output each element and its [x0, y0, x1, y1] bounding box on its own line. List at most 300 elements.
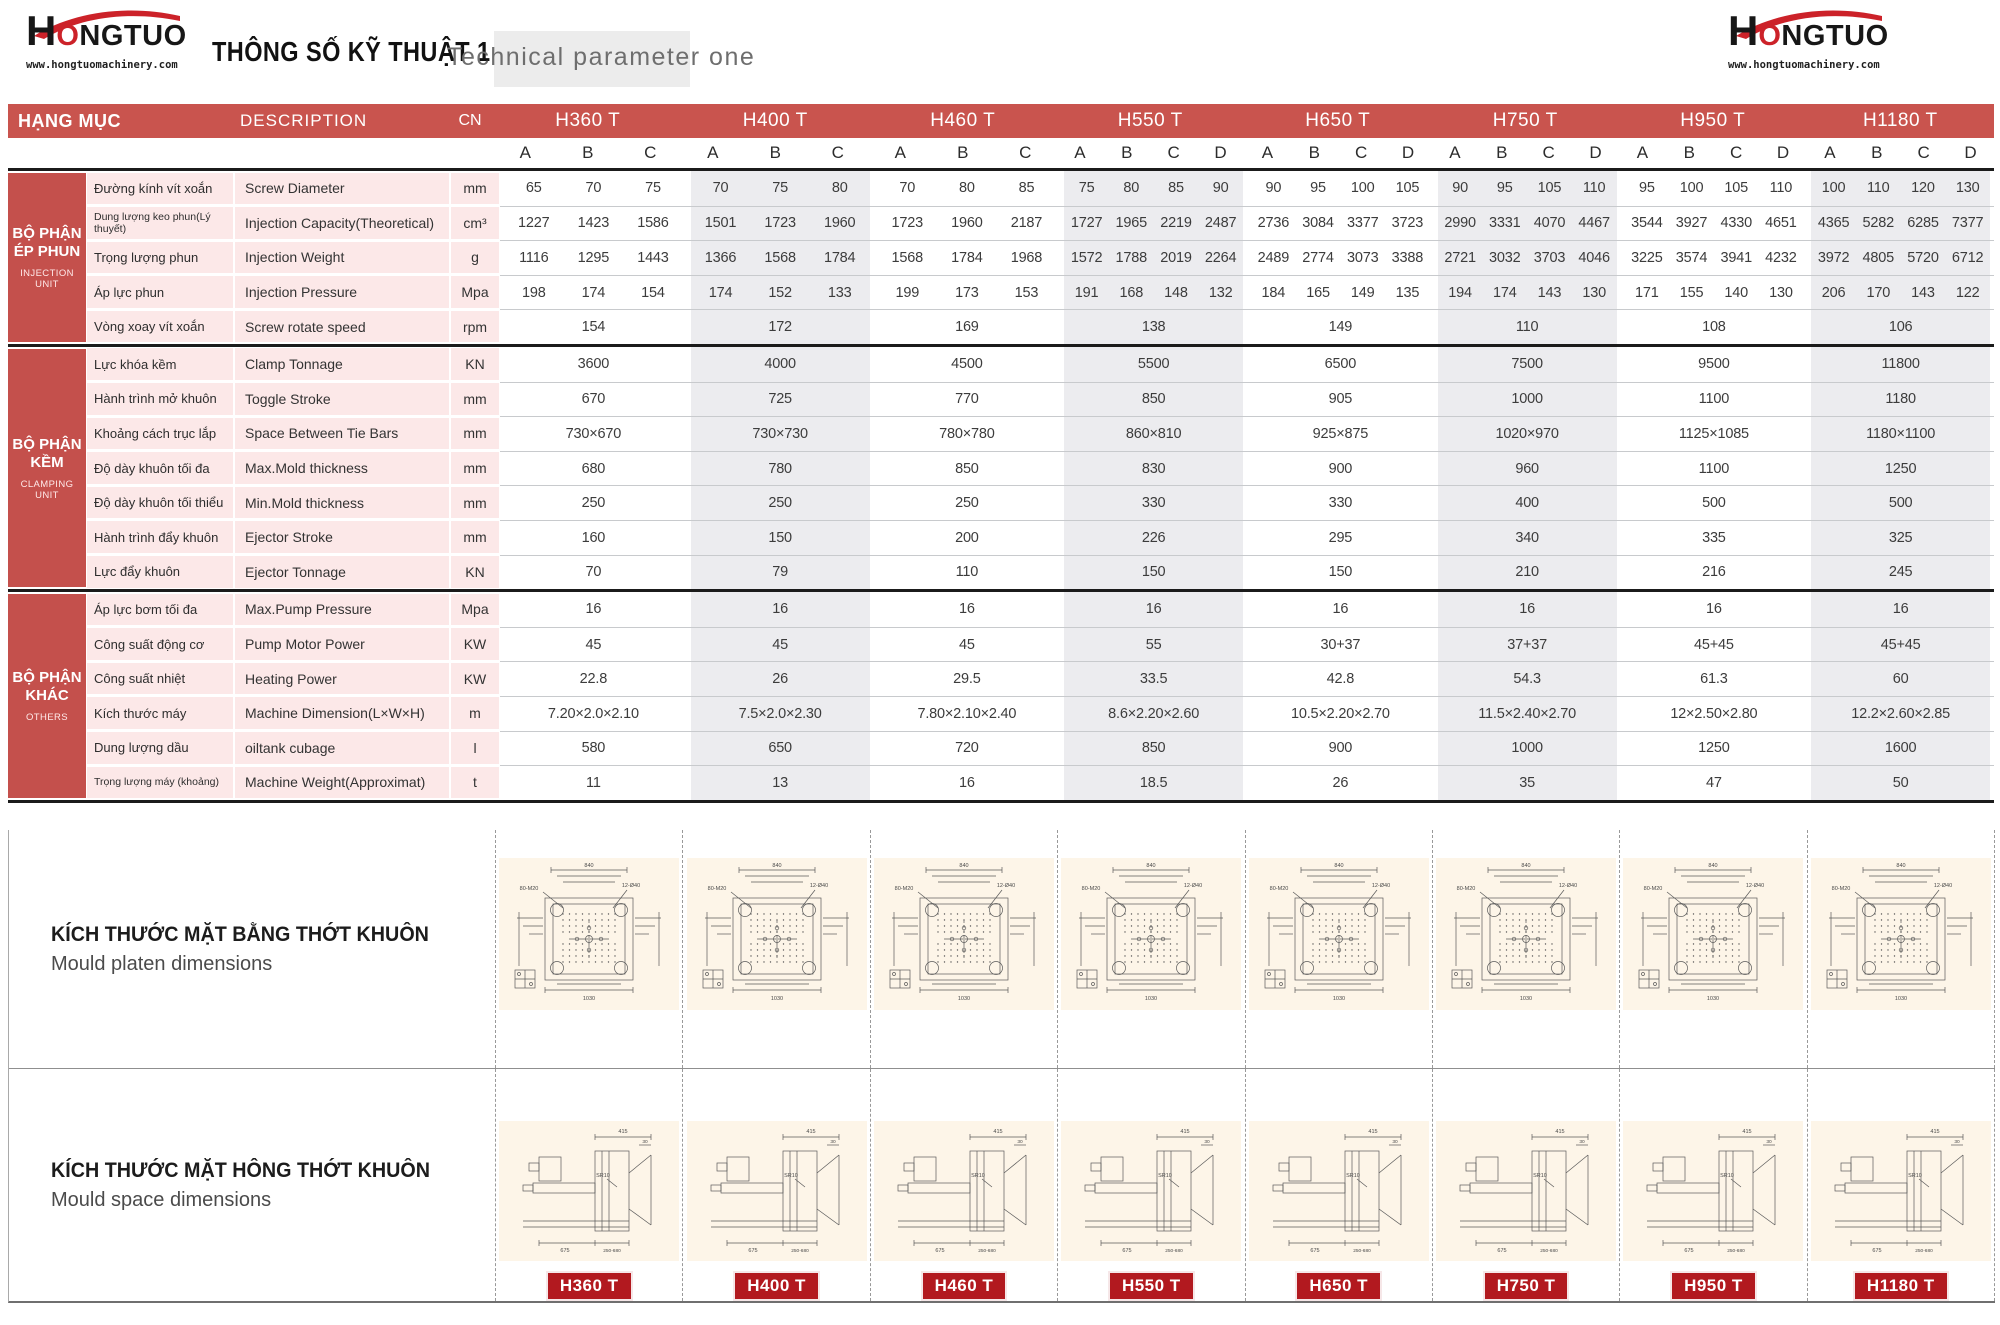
row-label-en: Machine Dimension(L×W×H)	[235, 697, 449, 729]
row-unit: mm	[451, 383, 499, 415]
svg-text:1030: 1030	[583, 996, 596, 1002]
spec-value: 340	[1515, 529, 1539, 546]
page-subtitle: Technical parameter one	[447, 43, 756, 71]
spec-row	[86, 696, 1994, 731]
spec-value: 135	[1395, 284, 1420, 301]
spec-value: 4500	[951, 356, 983, 373]
platen-section-label: KÍCH THƯỚC MẶT BẰNG THỚT KHUÔN Mould platen dimensions	[51, 922, 429, 975]
spec-value: 1501	[704, 215, 737, 232]
spec-row	[86, 661, 1994, 696]
subcol-group	[1619, 143, 1807, 163]
spec-value-cell	[1625, 452, 1804, 486]
spec-value: 47	[1706, 774, 1722, 791]
section-label-en: INJECTION UNIT	[20, 267, 74, 290]
spec-value-cell	[1811, 732, 1990, 766]
spec-value-cell	[504, 697, 683, 731]
spec-value: 780×780	[939, 425, 995, 442]
svg-text:1030: 1030	[957, 996, 971, 1002]
spec-value-cell	[1625, 383, 1804, 417]
subcol-letter: B	[769, 143, 781, 162]
spec-value: 670	[581, 391, 606, 408]
platen-diagram-column	[495, 830, 682, 1068]
space-dimensions-section	[9, 1068, 1995, 1301]
spec-value: 1727	[1070, 215, 1103, 232]
spec-value-cell	[1811, 697, 1990, 731]
spec-value: 4330	[1720, 215, 1752, 232]
spec-value-cell	[1811, 383, 1990, 417]
spec-value-cell	[878, 521, 1057, 555]
spec-value: 1116	[519, 249, 549, 266]
svg-text:30: 30	[642, 1140, 648, 1145]
spec-value: 245	[1888, 564, 1913, 581]
spec-value: 150	[768, 529, 792, 546]
spec-value: 110	[1867, 180, 1890, 197]
subcol-letter: B	[1683, 143, 1695, 162]
svg-text:SR10: SR10	[783, 1173, 798, 1179]
spec-value-cell	[1251, 628, 1430, 662]
spec-value: 80	[1123, 180, 1140, 197]
spec-value-cell	[1811, 171, 1990, 206]
row-unit: l	[451, 732, 499, 764]
spec-value-cell	[504, 732, 683, 766]
row-unit: mm	[451, 418, 499, 450]
spec-value: 191	[1074, 284, 1099, 301]
spec-value-cell	[504, 628, 683, 662]
row-unit: mm	[451, 452, 499, 484]
row-unit: m	[451, 697, 499, 729]
spec-value-cell	[1438, 347, 1617, 382]
space-section-label: KÍCH THƯỚC MẶT HÔNG THỚT KHUÔN Mould space dimensions	[51, 1158, 431, 1211]
spec-value-cell	[691, 697, 870, 731]
spec-value: 160	[581, 529, 606, 546]
row-unit: mm	[451, 521, 499, 553]
svg-text:80-M20: 80-M20	[894, 886, 914, 892]
spec-value: 168	[1119, 284, 1144, 301]
spec-value-cell	[1251, 241, 1430, 275]
svg-text:415: 415	[993, 1129, 1003, 1135]
subcol-group	[1057, 143, 1245, 163]
spec-value: 70	[585, 180, 602, 197]
header-description: DESCRIPTION	[240, 111, 368, 130]
spec-value: 55	[1145, 636, 1162, 653]
spec-value-cell	[1251, 732, 1430, 766]
section-label-vi: BỘ PHẬN KỀM	[12, 435, 82, 471]
spec-value: 174	[1492, 284, 1517, 301]
spec-value: 90	[1212, 180, 1229, 197]
subcol-letter: A	[894, 143, 906, 162]
spec-value: 133	[827, 284, 852, 301]
svg-text:SR10: SR10	[1158, 1173, 1173, 1179]
spec-value: 198	[521, 284, 546, 301]
spec-value: 900	[1328, 460, 1353, 477]
spec-value-cell	[691, 417, 870, 451]
spec-value-cell	[1064, 207, 1243, 241]
row-label-en: Injection Capacity(Theoretical)	[235, 207, 449, 239]
spec-value-cell	[1811, 207, 1990, 241]
spec-value-cell	[1625, 276, 1804, 310]
side-diagram	[1436, 1121, 1616, 1261]
spec-value: 2721	[1444, 249, 1476, 266]
spec-value: 173	[955, 284, 979, 301]
spec-value-cell	[1064, 241, 1243, 275]
spec-value: 45+45	[1694, 636, 1734, 653]
spec-value: 1020×970	[1495, 425, 1559, 442]
spec-value-cell	[1438, 417, 1617, 451]
row-unit: mm	[451, 487, 499, 519]
svg-text:250-680: 250-680	[790, 1249, 809, 1254]
row-label-en: Heating Power	[235, 663, 449, 695]
spec-value-cell	[1251, 662, 1430, 696]
spec-value-cell	[1811, 276, 1990, 310]
svg-text:675: 675	[560, 1248, 570, 1254]
svg-text:80-M20: 80-M20	[1644, 886, 1663, 892]
spec-value-cell	[691, 766, 870, 800]
spec-value: 2264	[1204, 249, 1237, 266]
spec-value-cell	[1625, 417, 1804, 451]
spec-row	[86, 485, 1994, 520]
spec-value: 60	[1892, 671, 1909, 688]
subcol-letter: B	[957, 143, 969, 162]
spec-value: 42.8	[1326, 671, 1355, 688]
spec-value: 149	[1350, 284, 1375, 301]
model-badge: H360 T	[548, 1273, 631, 1299]
spec-value: 169	[955, 319, 979, 336]
spec-value-cell	[1064, 347, 1243, 382]
spec-value: 75	[645, 180, 661, 197]
subcol-letter: A	[519, 143, 531, 162]
spec-value: 45	[585, 636, 602, 653]
model-header: H950 T	[1680, 110, 1746, 131]
spec-value: 1180×1100	[1866, 425, 1936, 442]
spec-value-cell	[878, 486, 1057, 520]
space-diagram-column	[870, 1069, 1057, 1301]
spec-value: 1227	[518, 215, 550, 232]
spec-value: 216	[1702, 564, 1726, 581]
platen-diagram	[1436, 858, 1616, 1010]
subcol-group	[869, 143, 1057, 163]
spec-value: 105	[1724, 180, 1749, 197]
space-diagram-column	[495, 1069, 682, 1301]
table-header-bar	[8, 104, 1994, 138]
spec-value: 11800	[1881, 356, 1920, 373]
spec-value: 1600	[1884, 740, 1917, 757]
row-label-en: Screw rotate speed	[235, 311, 449, 343]
svg-text:12-Ø40: 12-Ø40	[1746, 883, 1765, 889]
space-diagram-column	[1619, 1069, 1806, 1301]
row-label-en: Min.Mold thickness	[235, 487, 449, 519]
spec-value: 4000	[764, 356, 796, 373]
spec-value-cell	[1625, 732, 1804, 766]
spec-value-cell	[691, 592, 870, 627]
spec-value: 45+45	[1880, 636, 1921, 653]
spec-value: 905	[1328, 391, 1353, 408]
spec-value: 860×810	[1125, 425, 1182, 442]
spec-value: 3600	[577, 356, 610, 373]
spec-value: 6712	[1951, 249, 1984, 266]
svg-text:30: 30	[829, 1140, 836, 1145]
spec-value: 26	[1332, 774, 1349, 791]
spec-value: 100	[1350, 180, 1375, 197]
spec-value: 130	[1955, 180, 1980, 197]
table-section	[8, 344, 1994, 589]
spec-value-cell	[878, 276, 1057, 310]
spec-value-cell	[504, 383, 683, 417]
spec-value-cell	[691, 628, 870, 662]
spec-value: 4467	[1578, 215, 1610, 232]
spec-value-cell	[1251, 556, 1430, 590]
spec-value: 1572	[1070, 249, 1103, 266]
svg-text:80-M20: 80-M20	[707, 886, 726, 892]
spec-value-cell	[1251, 697, 1430, 731]
svg-text:250-680: 250-680	[1540, 1249, 1558, 1254]
spec-value-cell	[1064, 276, 1243, 310]
svg-text:12-Ø40: 12-Ø40	[809, 883, 828, 889]
platen-diagram-column	[1057, 830, 1244, 1068]
spec-value-cell	[504, 241, 683, 275]
spec-value-cell	[691, 276, 870, 310]
spec-value-cell	[691, 732, 870, 766]
spec-value: 2219	[1160, 215, 1192, 232]
model-header: H360 T	[555, 110, 621, 131]
spec-row	[86, 240, 1994, 275]
spec-row	[86, 451, 1994, 486]
spec-value: 50	[1892, 774, 1909, 791]
spec-value: 85	[1018, 180, 1035, 197]
spec-value: 194	[1448, 284, 1472, 301]
svg-text:415: 415	[805, 1129, 816, 1135]
spec-value: 400	[1515, 495, 1539, 512]
spec-value: 730×670	[565, 425, 622, 442]
spec-value-cell	[1064, 766, 1243, 800]
spec-value: 174	[581, 284, 606, 301]
spec-value: 80	[831, 180, 848, 197]
spec-value-cell	[691, 171, 870, 206]
svg-text:12-Ø40: 12-Ø40	[1371, 883, 1390, 889]
spec-value: 152	[768, 284, 792, 301]
spec-value: 1784	[823, 249, 856, 266]
spec-value: 172	[768, 319, 792, 336]
spec-value-cell	[1625, 697, 1804, 731]
svg-text:675: 675	[1872, 1248, 1882, 1254]
svg-text:840: 840	[1708, 863, 1719, 869]
spec-value: 650	[768, 740, 792, 757]
spec-value-cell	[1625, 241, 1804, 275]
section-label	[8, 592, 86, 800]
spec-value: 16	[959, 601, 975, 618]
spec-value-cell	[1251, 766, 1430, 800]
spec-value: 250	[768, 495, 792, 512]
row-label-vi: Lực khóa kềm	[87, 348, 233, 380]
svg-text:415: 415	[1180, 1129, 1190, 1135]
spec-value: 4365	[1817, 215, 1850, 232]
spec-value: 7377	[1951, 215, 1984, 232]
spec-value: 295	[1328, 529, 1353, 546]
platen-diagram-column	[1432, 830, 1619, 1068]
spec-value: 1423	[577, 215, 610, 232]
spec-value: 174	[708, 284, 733, 301]
spec-value: 8.6×2.20×2.60	[1108, 705, 1200, 722]
model-header: H550 T	[1117, 110, 1183, 131]
svg-text:250-680: 250-680	[603, 1249, 621, 1254]
brand-name: HONGTUO	[26, 7, 187, 54]
spec-row	[86, 382, 1994, 417]
spec-value: 10.5×2.20×2.70	[1290, 705, 1390, 722]
spec-value-cell	[691, 310, 870, 344]
svg-text:SR10: SR10	[1533, 1173, 1547, 1179]
spec-value: 1100	[1698, 391, 1730, 408]
spec-value-cell	[1251, 417, 1430, 451]
spec-value: 250	[581, 495, 606, 512]
spec-row	[86, 171, 1994, 206]
spec-value-cell	[691, 556, 870, 590]
row-unit: KW	[451, 663, 499, 695]
section-label-en: OTHERS	[26, 711, 68, 723]
spec-value: 30+37	[1320, 636, 1361, 653]
spec-value-cell	[1811, 486, 1990, 520]
spec-value: 33.5	[1139, 671, 1168, 688]
row-label-vi: Dung lượng dầu	[87, 732, 233, 764]
spec-value: 2990	[1444, 215, 1476, 232]
spec-value-cell	[1064, 452, 1243, 486]
row-label-vi: Hành trình đẩy khuôn	[87, 521, 233, 553]
spec-value: 171	[1635, 284, 1659, 301]
spec-value-cell	[504, 417, 683, 451]
row-label-vi: Lực đẩy khuôn	[87, 556, 233, 588]
subcol-letter: B	[1871, 143, 1883, 162]
spec-value: 110	[1769, 180, 1793, 197]
svg-text:840: 840	[771, 863, 782, 869]
svg-text:1030: 1030	[1894, 996, 1907, 1002]
subcol-letter: B	[1496, 143, 1508, 162]
spec-value: 960	[1515, 460, 1539, 477]
side-diagram	[1811, 1121, 1991, 1261]
row-label-vi: Công suất động cơ	[87, 628, 233, 660]
spec-value: 150	[1328, 564, 1353, 581]
spec-value-cell	[1625, 592, 1804, 627]
spec-value: 110	[1582, 180, 1606, 197]
spec-value-cell	[878, 732, 1057, 766]
row-label-en: Screw Diameter	[235, 173, 449, 205]
spec-value-cell	[1438, 452, 1617, 486]
spec-value-cell	[1811, 241, 1990, 275]
svg-text:675: 675	[935, 1248, 945, 1254]
spec-value-cell	[1438, 697, 1617, 731]
spec-value-cell	[878, 383, 1057, 417]
spec-value: 580	[581, 740, 606, 757]
spec-value-cell	[878, 171, 1057, 206]
spec-value: 108	[1702, 319, 1726, 336]
page-title: THÔNG SỐ KỸ THUẬT 1	[212, 36, 491, 67]
svg-text:80-M20: 80-M20	[1081, 886, 1101, 892]
spec-table	[8, 104, 1994, 803]
spec-row	[86, 765, 1994, 800]
spec-value: 2019	[1160, 249, 1192, 266]
svg-text:30: 30	[1392, 1140, 1398, 1145]
side-diagram	[687, 1121, 867, 1261]
subcol-letter: D	[1401, 143, 1415, 162]
spec-value: 1960	[823, 215, 856, 232]
subcol-group	[494, 143, 682, 163]
spec-value: 6285	[1907, 215, 1939, 232]
row-label-en: oiltank cubage	[235, 732, 449, 764]
spec-value: 16	[1706, 601, 1722, 618]
spec-value: 206	[1821, 284, 1846, 301]
spec-value: 4232	[1765, 249, 1797, 266]
spec-row	[86, 347, 1994, 382]
spec-row	[86, 627, 1994, 662]
spec-value: 105	[1395, 180, 1420, 197]
spec-value-cell	[1251, 171, 1430, 206]
subcol-letter: C	[1917, 143, 1930, 162]
row-unit: Mpa	[451, 276, 499, 308]
section-label	[8, 347, 86, 589]
platen-diagram	[1811, 858, 1991, 1010]
spec-value: 1366	[704, 249, 737, 266]
spec-value: 3703	[1533, 249, 1566, 266]
spec-value: 29.5	[953, 671, 981, 688]
spec-value-cell	[691, 347, 870, 382]
model-badge: H750 T	[1485, 1273, 1568, 1299]
svg-text:12-Ø40: 12-Ø40	[1558, 883, 1578, 889]
table-section	[8, 589, 1994, 800]
spec-value: 184	[1261, 284, 1286, 301]
spec-value-cell	[878, 662, 1057, 696]
space-diagram-column	[682, 1069, 869, 1301]
spec-value: 1100	[1698, 460, 1730, 477]
spec-value-cell	[878, 452, 1057, 486]
svg-text:840: 840	[584, 863, 594, 869]
model-badge: H650 T	[1297, 1273, 1380, 1299]
row-label-vi: Công suất nhiệt	[87, 663, 233, 695]
spec-value: 1568	[764, 249, 796, 266]
subcol-letter: A	[1261, 143, 1274, 162]
model-badge: H460 T	[923, 1273, 1006, 1299]
spec-value: 149	[1328, 319, 1353, 336]
platen-diagram-column	[870, 830, 1057, 1068]
spec-value: 100	[1821, 180, 1846, 197]
spec-value: 18.5	[1139, 774, 1168, 791]
svg-text:415: 415	[1742, 1129, 1753, 1135]
section-label-vi: BỘ PHẬN ÉP PHUN	[12, 224, 82, 260]
spec-value: 770	[955, 391, 979, 408]
spec-value: 16	[585, 601, 602, 618]
spec-value-cell	[1064, 310, 1243, 344]
brand-logo-left	[26, 6, 196, 71]
spec-value-cell	[1064, 383, 1243, 417]
spec-value: 330	[1328, 495, 1353, 512]
spec-value: 2487	[1204, 215, 1237, 232]
spec-value-cell	[878, 556, 1057, 590]
section-label-vi: BỘ PHẬN KHÁC	[12, 668, 82, 704]
subcol-letter: C	[644, 143, 657, 162]
section-label-en: CLAMPING UNIT	[20, 478, 74, 501]
spec-value-cell	[1625, 171, 1804, 206]
spec-value: 90	[1265, 180, 1282, 197]
spec-value: 200	[955, 529, 979, 546]
spec-value-cell	[1438, 171, 1617, 206]
spec-value: 154	[581, 319, 606, 336]
row-label-en: Injection Weight	[235, 242, 449, 274]
spec-value: 22.8	[579, 671, 608, 688]
spec-value: 70	[585, 564, 602, 581]
header-item: HẠNG MỤC	[18, 110, 121, 131]
spec-value: 3972	[1817, 249, 1850, 266]
row-label-vi: Dung lượng keo phun(Lý thuyết)	[87, 207, 233, 239]
svg-text:12-Ø40: 12-Ø40	[996, 883, 1016, 889]
platen-diagram	[1249, 858, 1429, 1010]
side-diagram	[499, 1121, 679, 1261]
svg-text:SR10: SR10	[1720, 1173, 1735, 1179]
